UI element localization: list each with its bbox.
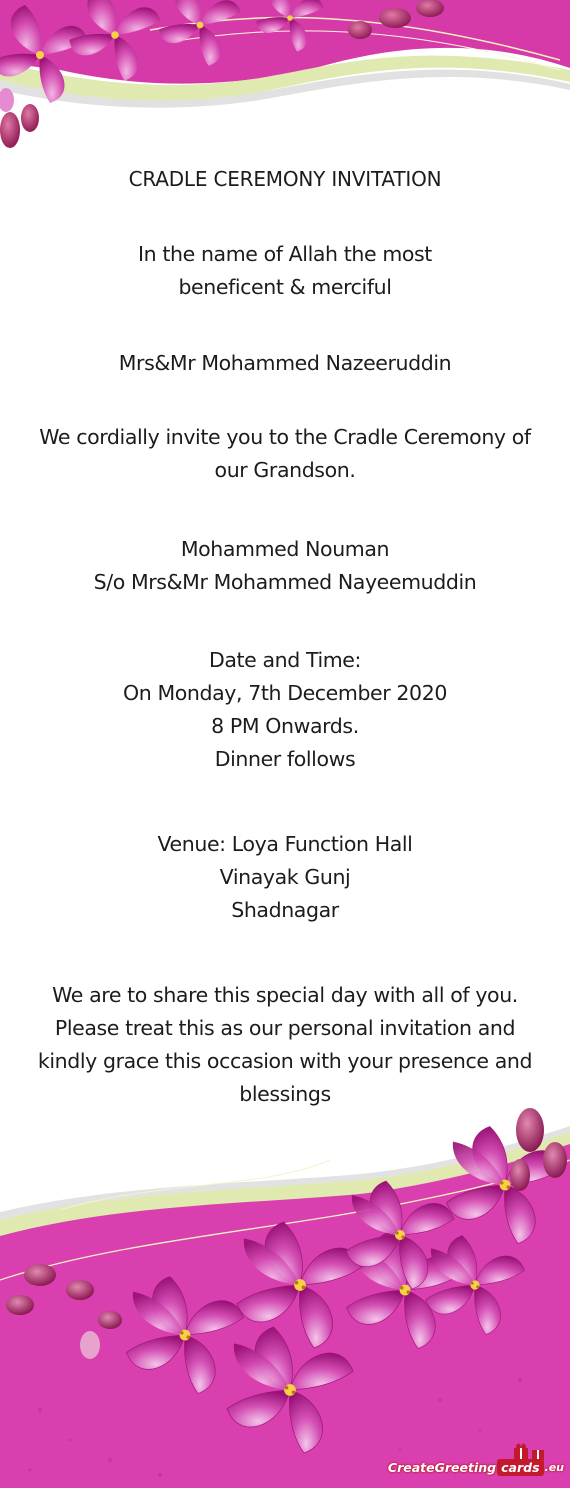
invite-line: We cordially invite you to the Cradle Ceremony of [39, 425, 531, 449]
blessing-line: beneficent & merciful [178, 275, 392, 299]
brand-part: .eu [544, 1460, 564, 1474]
closing-line: blessings [239, 1082, 331, 1106]
closing-line: We are to share this special day with all of you. [52, 983, 518, 1007]
brand-part: CreateGreeting [387, 1459, 497, 1475]
blessing-text [20, 238, 550, 304]
brand-part: cards [497, 1459, 543, 1476]
invite-line: our Grandson. [214, 458, 356, 482]
child-name: Mohammed Nouman [180, 537, 390, 561]
event-time: 8 PM Onwards. [211, 714, 359, 738]
hosts-name: Mrs&Mr Mohammed Nazeeruddin [118, 351, 452, 375]
venue-block [20, 828, 550, 927]
datetime-label: Date and Time: [208, 648, 362, 672]
child-details [20, 533, 550, 599]
event-date: On Monday, 7th December 2020 [123, 681, 447, 705]
venue-name: Venue: Loya Function Hall [157, 832, 413, 856]
date-time-block [20, 644, 550, 776]
invite-message [20, 421, 550, 487]
dinner-note: Dinner follows [214, 747, 356, 771]
closing-line: kindly grace this occasion with your presence and [37, 1049, 533, 1073]
invitation-title: CRADLE CEREMONY INVITATION [128, 167, 442, 191]
blessing-line: In the name of Allah the most [138, 242, 432, 266]
closing-line: Please treat this as our personal invitation and [54, 1016, 516, 1040]
child-parent: S/o Mrs&Mr Mohammed Nayeemuddin [93, 570, 477, 594]
brand-watermark[interactable] [388, 1454, 564, 1480]
bottom-floral-decoration [0, 1080, 570, 1488]
venue-town: Shadnagar [231, 898, 339, 922]
venue-area: Vinayak Gunj [219, 865, 351, 889]
